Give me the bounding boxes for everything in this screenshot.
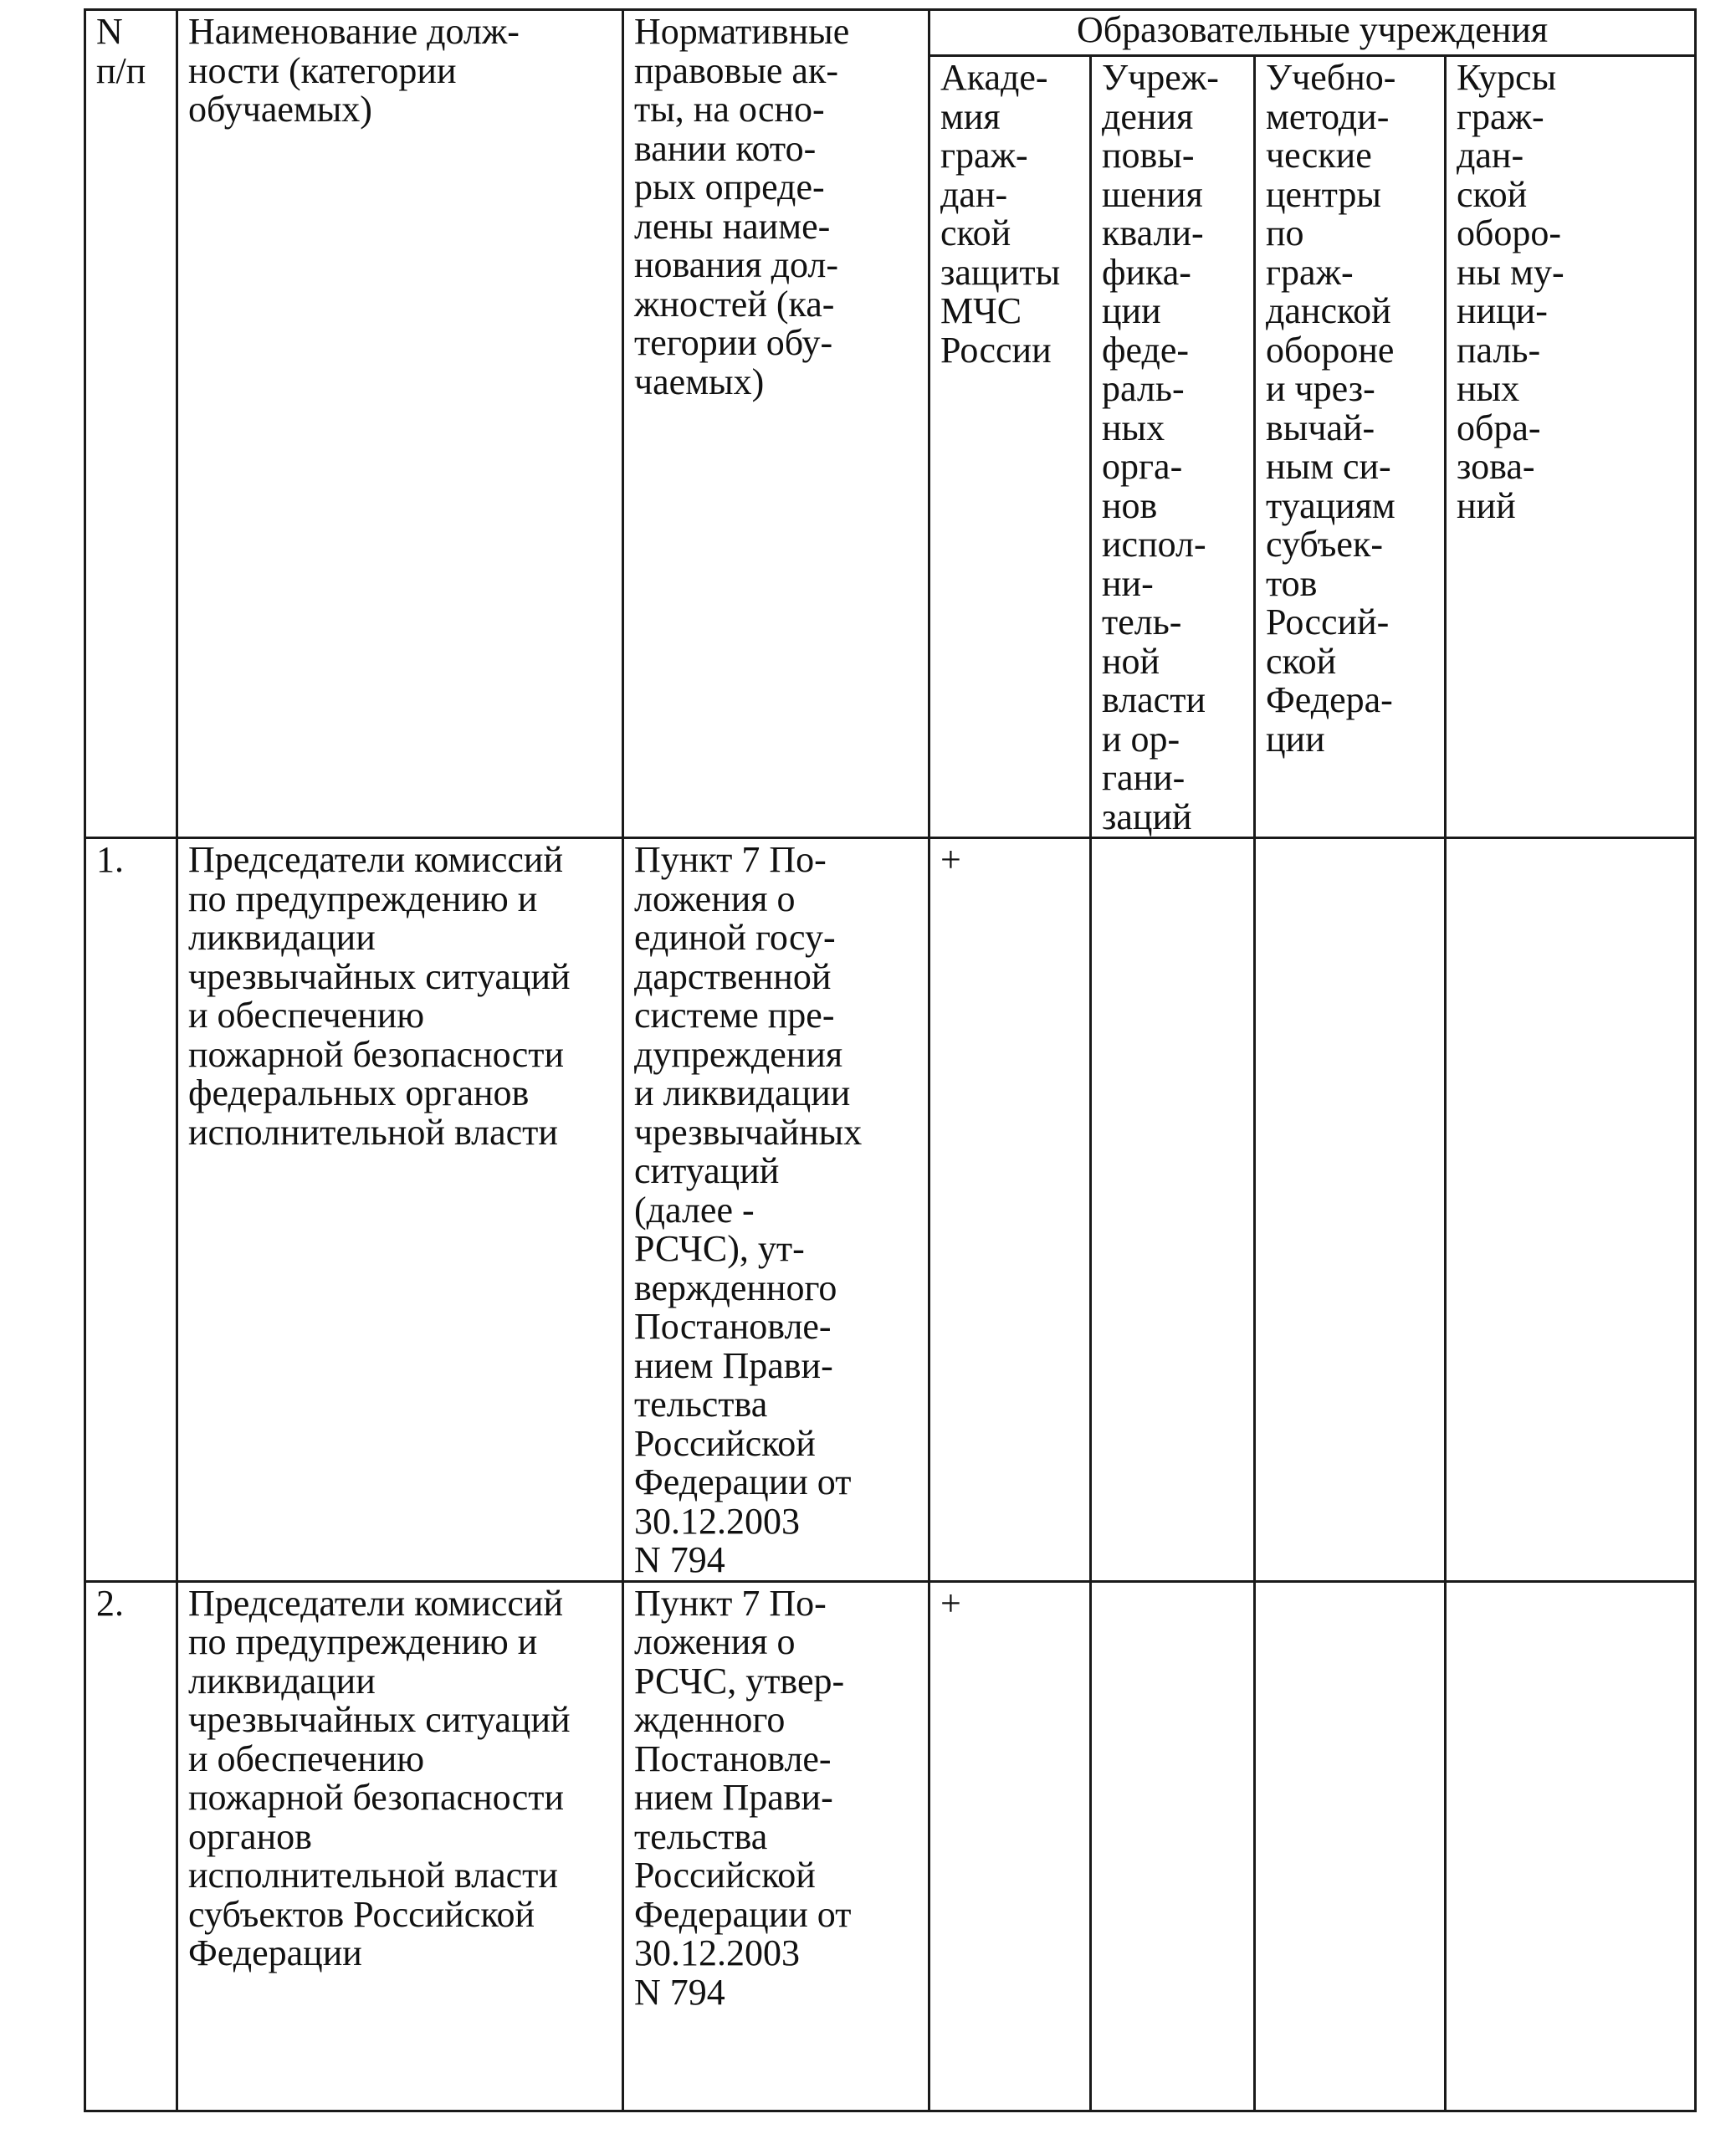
header-legal-acts: Нормативные правовые ак- ты, на осно- вании кото- рых опреде- лены наиме- нования дол- жностей (ка- тегории обу- чаемых) xyxy=(623,10,929,838)
row-legal-act: Пункт 7 По- ложения о единой госу- дарственной системе пре- дупреждения и ликвидации чрезвычайных ситуаций (далее - РСЧС), ут- вержденного Постановле- нием Прави- тельства Российской Федерации от 30.12.2003 N 794 xyxy=(623,838,929,1582)
row-mark-courses xyxy=(1446,1581,1696,2111)
header-institution-academy: Акаде- мия граж- дан- ской защиты МЧС России xyxy=(929,56,1091,838)
table-row xyxy=(85,838,1696,1582)
header-position: Наименование долж- ности (категории обучаемых) xyxy=(177,10,623,838)
header-row-main xyxy=(85,10,1696,56)
header-institutions-group: Образовательные учреждения xyxy=(929,10,1696,56)
row-mark-qualification xyxy=(1091,1581,1255,2111)
row-number: 2. xyxy=(85,1581,177,2111)
row-position: Председатели комиссий по предупреждению и ликвидации чрезвычайных ситуаций и обеспечению пожарной безопасности органов исполнительной власти субъектов Российской Федерации xyxy=(177,1581,623,2111)
row-mark-training-centers xyxy=(1255,1581,1446,2111)
row-mark-courses xyxy=(1446,838,1696,1582)
header-institution-training-centers: Учебно- методи- ческие центры по граж- данской обороне и чрез- вычай- ным си- туациям субъек- тов Россий- ской Федера- ции xyxy=(1255,56,1446,838)
row-number: 1. xyxy=(85,838,177,1582)
header-institution-courses: Курсы граж- дан- ской oборо- ны му- ници- паль- ных обра- зова- ний xyxy=(1446,56,1696,838)
row-legal-act: Пункт 7 По- ложения о РСЧС, утвер- жденного Постановле- нием Прави- тельства Российской Федерации от 30.12.2003 N 794 xyxy=(623,1581,929,2111)
positions-table xyxy=(84,8,1697,2112)
row-mark-academy: + xyxy=(929,1581,1091,2111)
row-position: Председатели комиссий по предупреждению и ликвидации чрезвычайных ситуаций и обеспечению пожарной безопасности федеральных органов исполнительной власти xyxy=(177,838,623,1582)
row-mark-training-centers xyxy=(1255,838,1446,1582)
header-institution-qualification: Учреж- дения повы- шения квали- фика- ции феде- раль- ных орга- нов испол- ни- тель- ной власти и ор- гани- заций xyxy=(1091,56,1255,838)
header-number: N п/п xyxy=(85,10,177,838)
row-mark-academy: + xyxy=(929,838,1091,1582)
table-row xyxy=(85,1581,1696,2111)
row-mark-qualification xyxy=(1091,838,1255,1582)
